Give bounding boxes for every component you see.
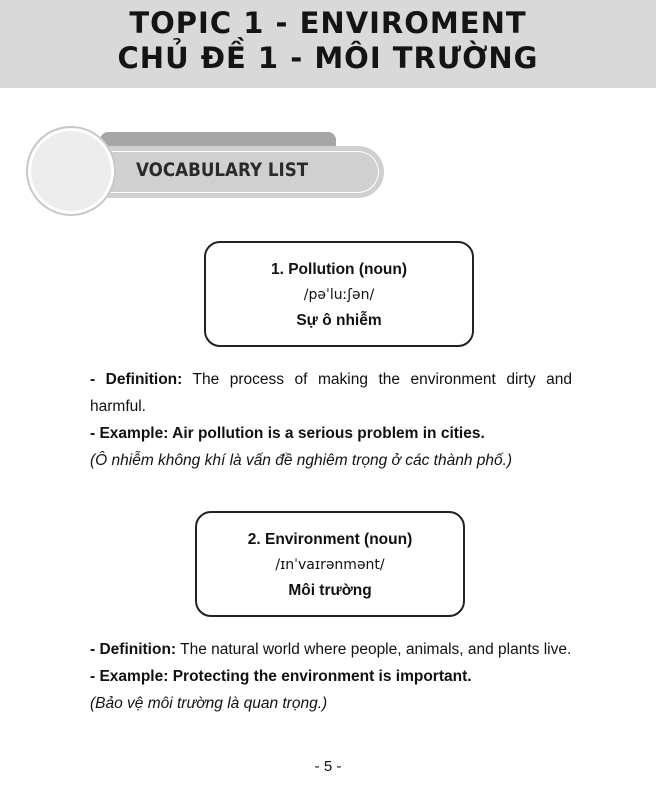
definition: [90, 366, 572, 420]
page-header: [0, 0, 656, 88]
vocab-card-2: [195, 511, 465, 617]
example-label: - Example:: [90, 425, 169, 442]
vocab-meaning: Sự ô nhiễm: [296, 312, 382, 329]
definition-label: - Definition:: [90, 641, 177, 658]
vocab-word: 2. Environment (noun): [247, 531, 413, 548]
definition-text: The process of making the environment dirty and harmful.: [90, 371, 573, 415]
example-text: Protecting the environment is important.: [172, 668, 472, 685]
vocab-phonetic: /pəˈluːʃən/: [303, 287, 375, 303]
example-translation: (Bảo vệ môi trường là quan trọng.): [90, 695, 328, 712]
banner-circle: [28, 128, 114, 214]
definition: [90, 636, 572, 663]
vocab-card-1: [204, 241, 474, 347]
section-title: VOCABULARY LIST: [136, 159, 309, 181]
example-translation: (Ô nhiễm không khí là vấn đề nghiêm trọng ở các thành phố.): [90, 452, 513, 469]
section-banner: [28, 128, 388, 218]
vocab-details-2: [90, 636, 572, 717]
vocab-meaning: Môi trường: [288, 582, 372, 599]
vocab-word: 1. Pollution (noun): [270, 261, 408, 278]
vocab-phonetic: /ɪnˈvaɪrənmənt/: [275, 557, 385, 573]
title-english: TOPIC 1 - ENVIROMENT: [129, 6, 527, 40]
example: [90, 663, 572, 690]
definition-text: The natural world where people, animals, and plants live.: [176, 641, 572, 658]
example: [90, 420, 572, 447]
example-label: - Example:: [90, 668, 169, 685]
example-text: Air pollution is a serious problem in cities.: [172, 425, 485, 442]
vocab-details-1: [90, 366, 572, 474]
page-number: - 5 -: [314, 758, 342, 775]
title-vietnamese: CHỦ ĐỀ 1 - MÔI TRƯỜNG: [117, 41, 539, 75]
definition-label: - Definition:: [90, 371, 183, 388]
